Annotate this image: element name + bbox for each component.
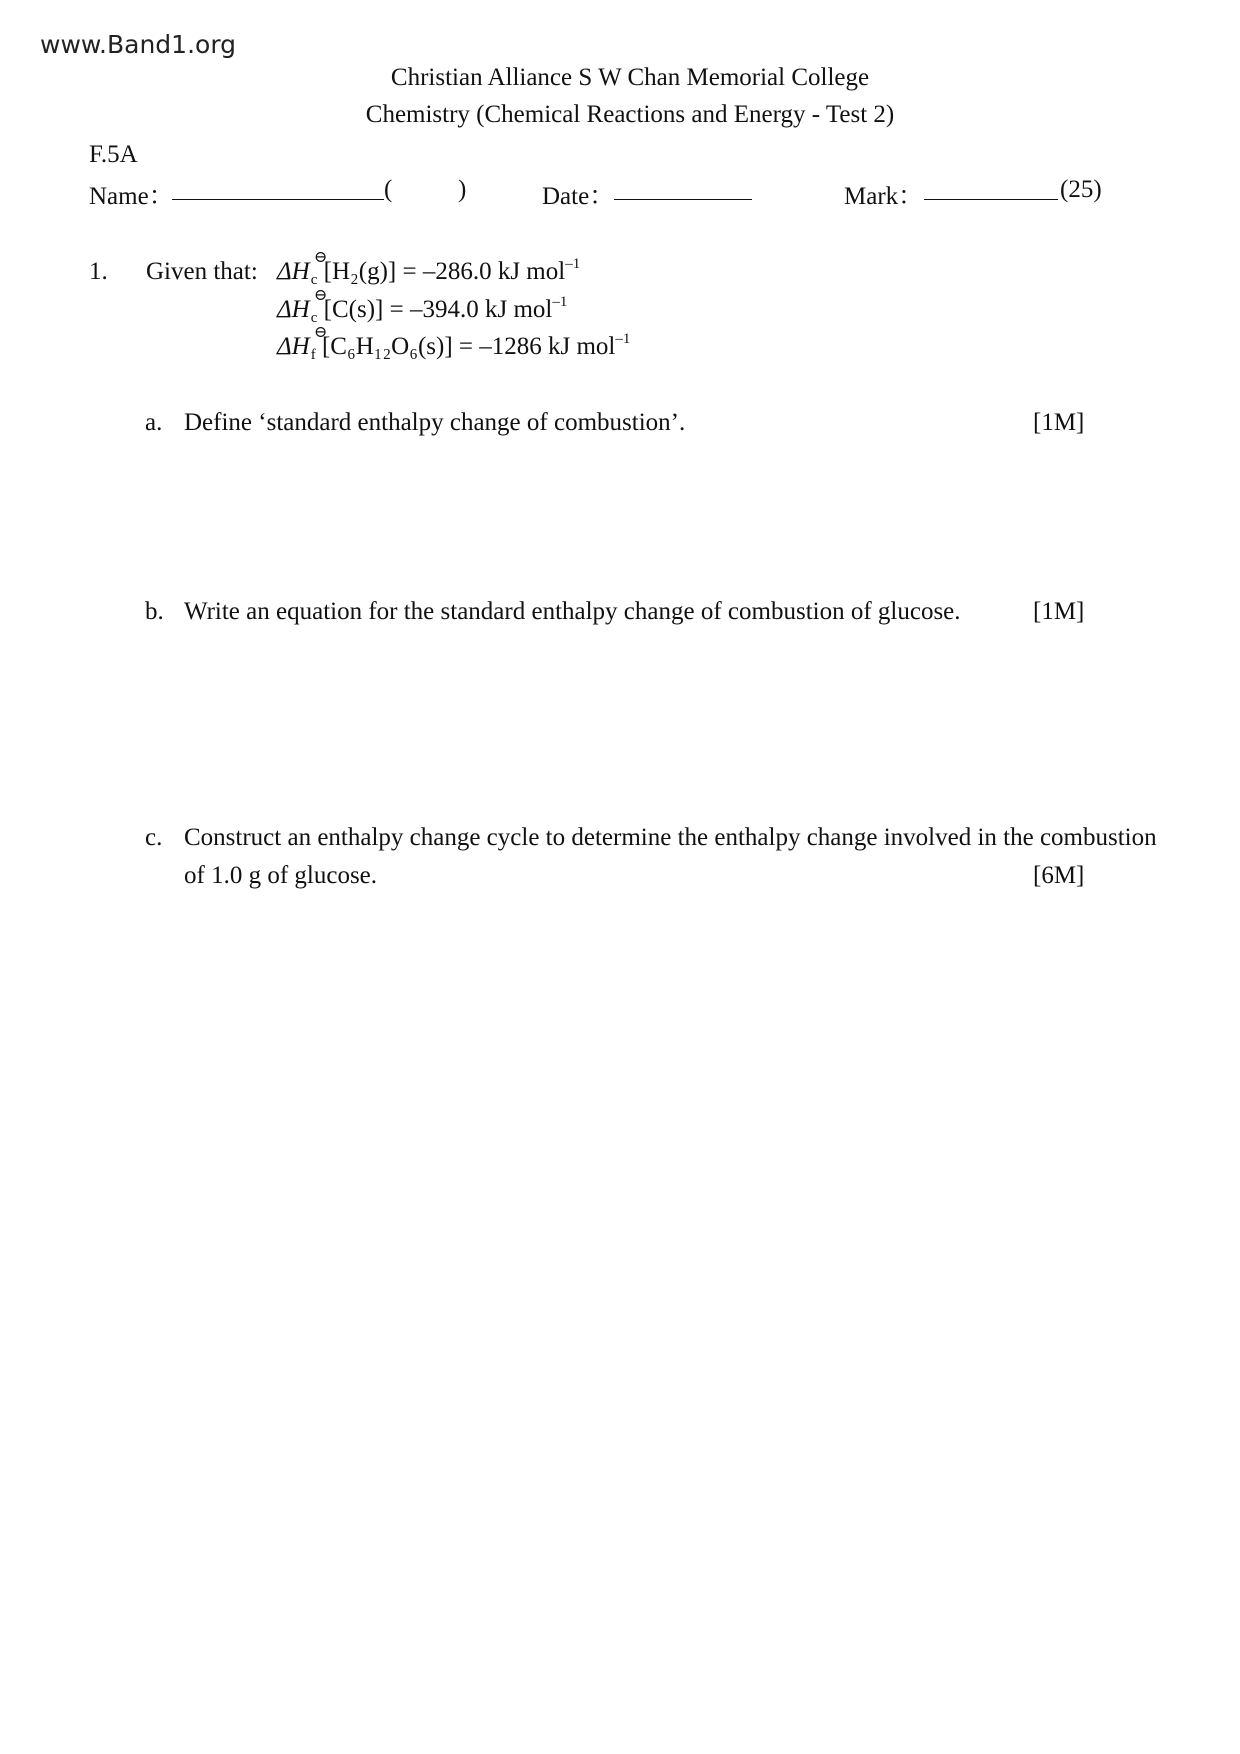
part-c-text-line2: of 1.0 g of glucose. <box>184 862 378 889</box>
enthalpy-value: [H₂(g)] = –286.0 kJ mol <box>323 258 566 285</box>
question-number: 1. <box>89 258 108 285</box>
given-enthalpy-glucose <box>277 324 631 363</box>
enthalpy-symbol: ΔH <box>277 258 310 285</box>
part-b-marks: [1M] <box>1033 598 1085 625</box>
date-field[interactable] <box>614 177 752 200</box>
mark-field[interactable] <box>924 177 1058 200</box>
part-b-letter: b. <box>145 598 164 625</box>
unit-exponent: –1 <box>552 294 568 310</box>
standard-state-icon: ⊖ <box>314 249 328 266</box>
test-title: Chemistry (Chemical Reactions and Energy - Test 2) <box>365 101 895 128</box>
part-a-marks: [1M] <box>1033 409 1085 436</box>
part-c-letter: c. <box>145 824 163 851</box>
part-a-text: Define ‘standard enthalpy change of combustion’. <box>184 409 686 436</box>
date-label: Date： <box>542 183 615 210</box>
mark-label: Mark： <box>844 183 924 210</box>
class-number-close-paren: ) <box>458 176 467 203</box>
class-number-open-paren: ( <box>384 176 393 203</box>
name-label: Name： <box>89 183 174 210</box>
part-b-text: Write an equation for the standard enthalpy change of combustion of glucose. <box>184 598 961 625</box>
enthalpy-symbol: ΔH <box>277 296 310 323</box>
standard-state-icon: ⊖ <box>314 287 328 304</box>
part-c-text-line1: Construct an enthalpy change cycle to determine the enthalpy change involved in the combustion <box>184 824 1157 851</box>
unit-exponent: –1 <box>615 331 631 347</box>
given-enthalpy-h2 <box>277 249 581 288</box>
watermark-text: www.Band1.org <box>40 30 237 59</box>
unit-exponent: –1 <box>565 256 581 272</box>
part-c-marks: [6M] <box>1033 862 1085 889</box>
given-enthalpy-c <box>277 287 568 326</box>
given-label: Given that: <box>146 258 258 285</box>
part-a-letter: a. <box>145 409 163 436</box>
class-label: F.5A <box>89 141 138 168</box>
enthalpy-symbol: ΔH <box>277 333 310 360</box>
enthalpy-value: [C₆H₁₂O₆(s)] = –1286 kJ mol <box>321 333 616 360</box>
enthalpy-subscript: c <box>310 310 318 326</box>
enthalpy-subscript: c <box>310 272 318 288</box>
enthalpy-value: [C(s)] = –394.0 kJ mol <box>323 296 553 323</box>
enthalpy-subscript: f <box>310 347 316 363</box>
standard-state-icon: ⊖ <box>314 324 328 341</box>
name-field[interactable] <box>172 177 384 200</box>
school-name: Christian Alliance S W Chan Memorial College <box>390 64 870 91</box>
mark-total: (25) <box>1060 176 1102 203</box>
